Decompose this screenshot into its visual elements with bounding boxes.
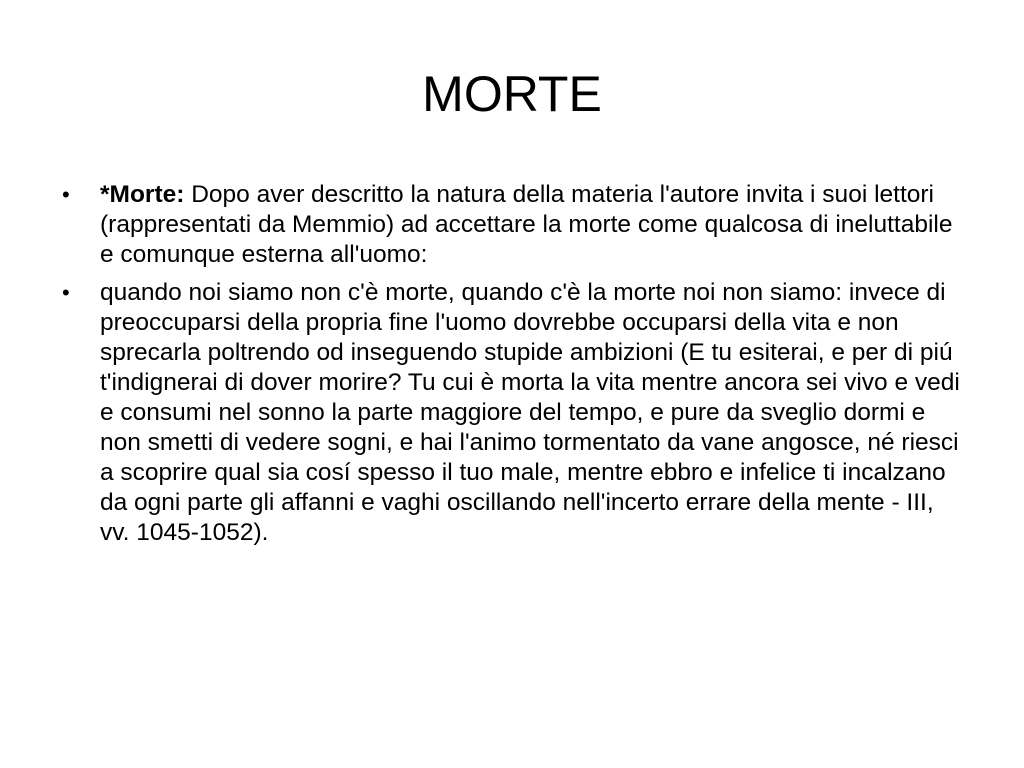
bullet-text: Dopo aver descritto la natura della materia l'autore invita i suoi lettori (rappresentati da Memmio) ad accettare la morte come qualcosa di ineluttabile e comunque esterna all'uomo: xyxy=(100,181,953,268)
bullet-icon: • xyxy=(62,280,70,305)
bullet-icon: • xyxy=(62,182,70,207)
bullet-item xyxy=(62,278,962,548)
bullet-label: *Morte: xyxy=(100,181,185,208)
bullet-item xyxy=(62,180,962,270)
bullet-text: quando noi siamo non c'è morte, quando c'è la morte noi non siamo: invece di preoccuparsi della propria fine l'uomo dovrebbe occuparsi della vita e non sprecarla poltrendo od inseguendo stupide ambizioni (E tu esiterai, e per di piú t'indignerai di dover morire? Tu cui è morta la vita mentre ancora sei vivo e vedi e consumi nel sonno la parte maggiore del tempo, e pure da sveglio dormi e non smetti di vedere sogni, e hai l'animo tormentato da vane angosce, né riesci a scoprire qual sia cosí spesso il tuo male, mentre ebbro e infelice ti incalzano da ogni parte gli affanni e vaghi oscillando nell'incerto errare della mente - III, vv. 1045-1052). xyxy=(100,279,960,546)
bullet-list xyxy=(62,180,962,556)
slide-title: MORTE xyxy=(422,66,602,122)
